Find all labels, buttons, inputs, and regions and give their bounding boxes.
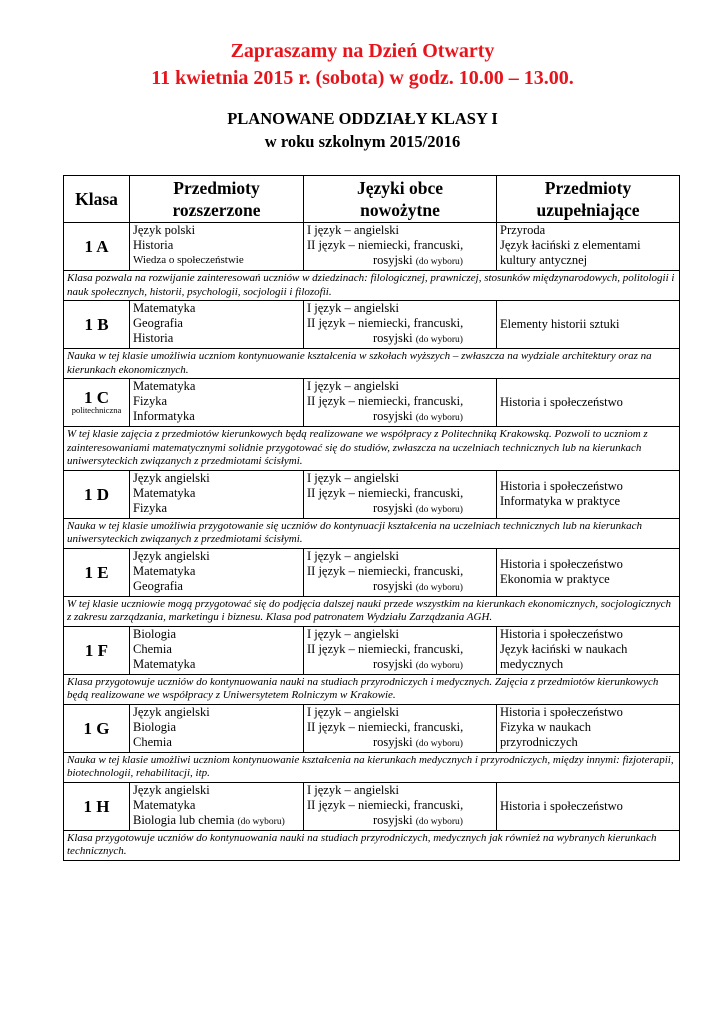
choice-note: (do wyboru) <box>415 738 463 749</box>
class-row <box>64 782 680 830</box>
supplementary-item: Historia i społeczeństwo <box>500 626 623 641</box>
subject-item: Geografia <box>133 316 183 330</box>
classes-table <box>63 175 680 861</box>
header-klasa: Klasa <box>64 176 130 223</box>
choice-note: (do wyboru) <box>415 660 463 671</box>
supplementary-item: Informatyka w praktyce <box>500 494 621 508</box>
first-language: I język – angielski <box>307 470 399 485</box>
language-item: rosyjski <box>373 812 413 827</box>
subject-item: Chemia <box>133 734 172 749</box>
class-row <box>64 626 680 674</box>
class-description: Nauka w tej klasie umożliwia przygotowanie się uczniów do kontynuacji kształcenia na uczelniach technicznych lub na kierunkach uniwersyteckich związanych z przedmiotami ścisłymi. <box>64 518 680 548</box>
languages-cell <box>304 223 497 271</box>
supplementary-item: kultury antycznej <box>500 253 588 267</box>
subject-item: Matematyka <box>133 379 196 393</box>
supplementary-subjects-cell <box>497 301 680 349</box>
supplementary-item: Przyroda <box>500 223 546 237</box>
supplementary-item: Fizyka w naukach <box>500 719 591 734</box>
languages-cell <box>304 301 497 349</box>
subject-item: Historia <box>133 238 174 252</box>
second-language-cont <box>307 657 493 674</box>
header-jezyki-line2: nowożytne <box>360 200 440 220</box>
supplementary-subjects-cell <box>497 223 680 271</box>
class-name: 1 C <box>83 388 110 407</box>
extended-subjects-cell <box>130 223 304 271</box>
class-profile-note: politechniczna <box>71 405 122 415</box>
supplementary-item: medycznych <box>500 656 564 671</box>
first-language: I język – angielski <box>307 301 399 315</box>
second-language: II język – niemiecki, francuski, <box>307 238 464 252</box>
languages-cell <box>304 626 497 674</box>
class-description: Nauka w tej klasie umożliwia uczniom kontynuowanie kształcenia w szkołach wyższych – zwłaszcza na wydziale architektury oraz na kierunkach ekonomicznych. <box>64 349 680 379</box>
first-language: I język – angielski <box>307 548 399 563</box>
class-description: Klasa przygotowuje uczniów do kontynuowania nauki na studiach przyrodniczych i medycznych. Zajęcia z przedmiotów kierunkowych będą realizowane we współpracy z Uniwersytetem Rolniczym w Krakowie. <box>64 674 680 704</box>
supplementary-item: Historia i społeczeństwo <box>500 557 623 571</box>
supplementary-item: Historia i społeczeństwo <box>500 395 623 409</box>
second-language: II język – niemiecki, francuski, <box>307 719 464 734</box>
class-name: 1 E <box>84 562 109 582</box>
language-item: rosyjski <box>373 656 413 671</box>
second-language: II język – niemiecki, francuski, <box>307 316 464 330</box>
header-jezyki-line1: Języki obce <box>356 178 444 198</box>
class-name-cell <box>64 301 130 349</box>
supplementary-item: Elementy historii sztuki <box>500 317 620 331</box>
supplementary-item: Ekonomia w praktyce <box>500 572 610 586</box>
extended-subjects-cell <box>130 470 304 518</box>
subject-item: Język angielski <box>133 782 210 797</box>
subject-item: Chemia <box>133 641 172 656</box>
choice-note: (do wyboru) <box>415 504 463 515</box>
class-row <box>64 223 680 271</box>
first-language: I język – angielski <box>307 704 399 719</box>
second-language: II język – niemiecki, francuski, <box>307 641 464 656</box>
choice-note: (do wyboru) <box>415 413 463 423</box>
header-rozszerzone-line2: rozszerzone <box>172 200 261 220</box>
supplementary-subjects-cell <box>497 379 680 427</box>
subject-item: Geografia <box>133 578 183 593</box>
extended-subjects-cell <box>130 626 304 674</box>
class-row <box>64 470 680 518</box>
class-description-row <box>64 427 680 471</box>
header-uzupelniajace-line1: Przedmioty <box>544 178 632 198</box>
language-item: rosyjski <box>373 578 413 593</box>
supplementary-item: Język łaciński w naukach <box>500 641 628 656</box>
choice-note: (do wyboru) <box>237 816 285 827</box>
subject-item-choice <box>133 813 300 830</box>
second-language-cont <box>307 735 493 752</box>
class-row <box>64 301 680 349</box>
first-language: I język – angielski <box>307 223 399 237</box>
supplementary-item: przyrodniczych <box>500 734 578 749</box>
second-language: II język – niemiecki, francuski, <box>307 563 464 578</box>
subject-item: Język angielski <box>133 470 210 485</box>
extended-subjects-cell <box>130 704 304 752</box>
second-language-cont <box>307 253 493 270</box>
class-name-cell <box>64 548 130 596</box>
language-item: rosyjski <box>373 500 413 515</box>
second-language: II język – niemiecki, francuski, <box>307 485 464 500</box>
second-language: II język – niemiecki, francuski, <box>307 394 464 408</box>
class-name-cell <box>64 704 130 752</box>
choice-note: (do wyboru) <box>415 257 463 267</box>
header-jezyki <box>304 176 497 223</box>
language-item: rosyjski <box>373 331 413 345</box>
subject-item: Historia <box>133 331 174 345</box>
subject-item: Matematyka <box>133 563 196 578</box>
class-name-cell <box>64 223 130 271</box>
event-date: 11 kwietnia 2015 r. (sobota) w godz. 10.00 – 13.00. <box>151 67 574 89</box>
subject-item: Matematyka <box>133 797 196 812</box>
subject-item: Matematyka <box>133 485 196 500</box>
class-name: 1 F <box>84 640 109 660</box>
class-description-row <box>64 271 680 301</box>
extended-subjects-cell <box>130 379 304 427</box>
subject-item: Fizyka <box>133 394 168 408</box>
languages-cell <box>304 379 497 427</box>
first-language: I język – angielski <box>307 626 399 641</box>
document-title: PLANOWANE ODDZIAŁY KLASY I <box>227 109 498 128</box>
subject-item: Język polski <box>133 223 196 237</box>
class-description: Klasa pozwala na rozwijanie zainteresowań uczniów w dziedzinach: filologicznej, prawniczej, stosunków międzynarodowych, politologii i nauk społecznych, historii, psychologii, socjologii i filozofii. <box>64 271 680 301</box>
choice-note: (do wyboru) <box>415 582 463 593</box>
languages-cell <box>304 782 497 830</box>
class-description-row <box>64 349 680 379</box>
subject-item: Biologia lub chemia <box>133 812 235 827</box>
class-description-row <box>64 752 680 782</box>
subject-item: Biologia <box>133 719 177 734</box>
second-language-cont <box>307 409 493 426</box>
class-description: Klasa przygotowuje uczniów do kontynuowania nauki na studiach przyrodniczych, medycznych jak również na wybranych kierunkach technicznych. <box>64 830 680 860</box>
school-year: w roku szkolnym 2015/2016 <box>264 132 461 151</box>
second-language-cont <box>307 579 493 596</box>
class-name-cell <box>64 470 130 518</box>
subject-item: Matematyka <box>133 301 196 315</box>
supplementary-item: Historia i społeczeństwo <box>500 704 623 719</box>
first-language: I język – angielski <box>307 782 399 797</box>
subject-item: Język angielski <box>133 704 210 719</box>
language-item: rosyjski <box>373 409 413 423</box>
class-name: 1 G <box>83 718 110 738</box>
class-name-cell <box>64 782 130 830</box>
supplementary-item: Historia i społeczeństwo <box>500 479 623 493</box>
choice-note: (do wyboru) <box>415 335 463 345</box>
extended-subjects-cell <box>130 548 304 596</box>
class-name: 1 B <box>84 315 109 334</box>
subject-item: Informatyka <box>133 409 195 423</box>
supplementary-subjects-cell <box>497 470 680 518</box>
class-name-cell <box>64 379 130 427</box>
supplementary-subjects-cell <box>497 548 680 596</box>
supplementary-subjects-cell <box>497 782 680 830</box>
languages-cell <box>304 470 497 518</box>
class-row <box>64 548 680 596</box>
language-item: rosyjski <box>373 253 413 267</box>
class-name: 1 H <box>83 796 110 816</box>
class-description: Nauka w tej klasie umożliwi uczniom kontynuowanie kształcenia na kierunkach medycznych i przyrodniczych, między innymi: fizjoterapii, biotechnologii, rehabilitacji, itp. <box>64 752 680 782</box>
supplementary-item: Język łaciński z elementami <box>500 238 641 252</box>
supplementary-subjects-cell <box>497 626 680 674</box>
class-description: W tej klasie zajęcia z przedmiotów kierunkowych będą realizowane we współpracy z Politechniką Krakowską. Pozwoli to uczniom z zainteresowaniami matematycznymi solidnie przygotować się do studiów, zwłaszcza na uczelniach technicznych lub na kierunkach uniwersyteckich związanych z przedmiotami ścisłymi. <box>64 427 680 471</box>
subject-item: Matematyka <box>133 656 196 671</box>
subject-item: Wiedza o społeczeństwie <box>133 254 244 266</box>
class-description-row <box>64 518 680 548</box>
supplementary-item: Historia i społeczeństwo <box>500 798 623 813</box>
first-language: I język – angielski <box>307 379 399 393</box>
class-row <box>64 379 680 427</box>
class-description-row <box>64 596 680 626</box>
subject-item: Biologia <box>133 626 177 641</box>
choice-note: (do wyboru) <box>415 816 463 827</box>
extended-subjects-cell <box>130 782 304 830</box>
languages-cell <box>304 704 497 752</box>
second-language-cont <box>307 813 493 830</box>
event-title: Zapraszamy na Dzień Otwarty <box>230 40 495 62</box>
header-uzupelniajace-line2: uzupełniające <box>536 200 640 220</box>
extended-subjects-cell <box>130 301 304 349</box>
subject-item: Język angielski <box>133 548 210 563</box>
header-uzupelniajace <box>497 176 680 223</box>
header-rozszerzone <box>130 176 304 223</box>
languages-cell <box>304 548 497 596</box>
class-description-row <box>64 674 680 704</box>
second-language: II język – niemiecki, francuski, <box>307 797 464 812</box>
class-name: 1 D <box>83 484 110 504</box>
class-description: W tej klasie uczniowie mogą przygotować się do podjęcia dalszej nauki przede wszystkim na kierunkach ekonomicznych, socjologicznych z zakresu zarządzania, marketingu i biznesu. Klasa pod patronatem Wydziału Zarządzania AGH. <box>64 596 680 626</box>
second-language-cont <box>307 501 493 518</box>
second-language-cont <box>307 331 493 348</box>
header-rozszerzone-line1: Przedmioty <box>173 178 260 198</box>
class-name-cell <box>64 626 130 674</box>
class-row <box>64 704 680 752</box>
supplementary-subjects-cell <box>497 704 680 752</box>
table-header-row <box>64 176 680 223</box>
class-name: 1 A <box>84 237 109 256</box>
class-description-row <box>64 830 680 860</box>
language-item: rosyjski <box>373 734 413 749</box>
subject-item: Fizyka <box>133 500 168 515</box>
